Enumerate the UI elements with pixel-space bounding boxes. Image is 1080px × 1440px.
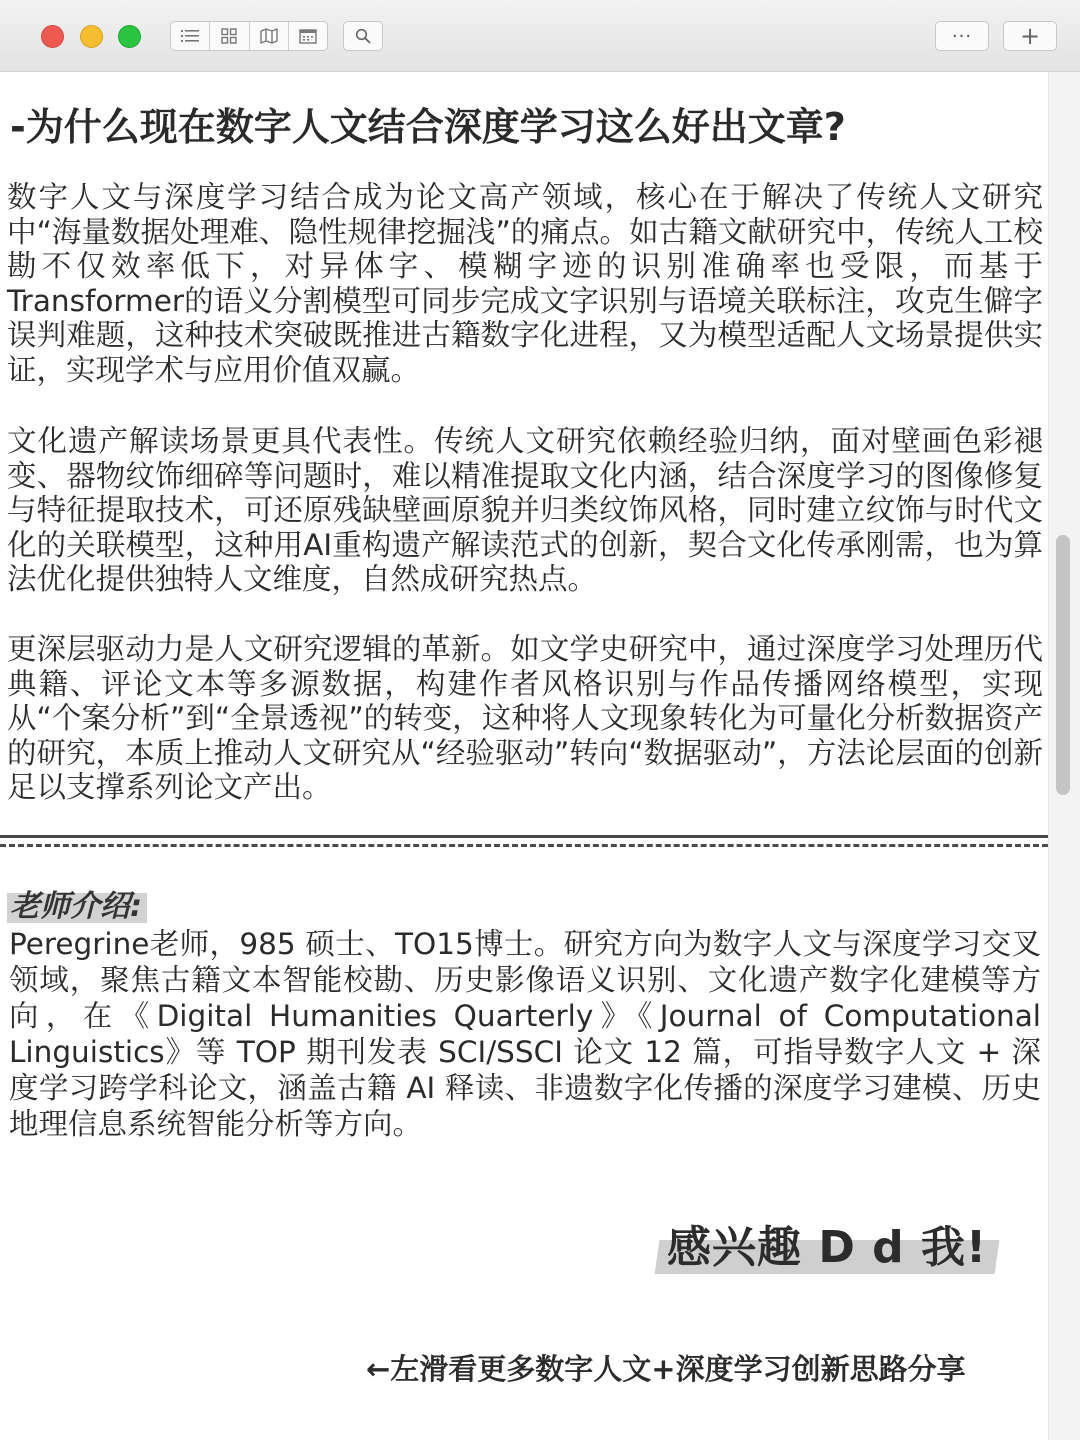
article-paragraph: 文化遗产解读场景更具代表性。传统人文研究依赖经验归纳，面对壁画色彩褪变、器物纹饰细碎等问题时，难以精准提取文化内涵，结合深度学习的图像修复与特征提取技术，可还原残缺壁画原貌并归类纹饰风格，同时建立纹饰与时代文化的关联模型，这种用AI重构遗产解读范式的创新，契合文化传承刚需，也为算法优化提供独特人文维度，自然成研究热点。 — [7, 424, 1043, 597]
contact-callout-text: 感兴趣 D d 我! — [667, 1222, 988, 1273]
calendar-icon — [299, 28, 317, 44]
minimize-window-button[interactable] — [80, 25, 103, 48]
teacher-intro-heading — [7, 887, 147, 927]
list-view-icon — [181, 29, 199, 43]
more-options-button[interactable]: ··· — [935, 21, 989, 51]
map-view-button[interactable] — [250, 22, 289, 50]
article-title: -为什么现在数字人文结合深度学习这么好出文章? — [10, 105, 846, 149]
teacher-intro-label: 老师介绍: — [10, 889, 142, 924]
scrollbar-thumb[interactable] — [1056, 535, 1070, 795]
calendar-view-button[interactable] — [289, 22, 327, 50]
zoom-window-button[interactable] — [118, 25, 141, 48]
teacher-bio: Peregrine老师，985 硕士、TO15博士。研究方向为数字人文与深度学习交叉领域，聚焦古籍文本智能校勘、历史影像语义识别、文化遗产数字化建模等方向，在《Digital Humanities Quarterly》《Journal of Computational Linguistics》等 TOP 期刊发表 SCI/SSCI 论文 12 篇，可指导数字人文 + 深度学习跨学科论文，涵盖古籍 AI 释读、非遗数字化传播的深度学习建模、历史地理信息系统智能分析等方向。 — [9, 927, 1041, 1141]
section-divider-dashed — [0, 844, 1048, 847]
article-paragraph: 更深层驱动力是人文研究逻辑的革新。如文学史研究中，通过深度学习处理历代典籍、评论文本等多源数据，构建作者风格识别与作品传播网络模型，实现从“个案分析”到“全景透视”的转变，这种将人文现象转化为可量化分析数据资产的研究，本质上推动人文研究从“经验驱动”转向“数据驱动”，方法论层面的创新足以支撑系列论文产出。 — [7, 632, 1043, 805]
grid-view-button[interactable] — [210, 22, 249, 50]
grid-view-icon — [221, 28, 237, 44]
contact-callout — [655, 1216, 1005, 1282]
list-view-button[interactable] — [171, 22, 210, 50]
section-divider-solid — [0, 835, 1048, 838]
close-window-button[interactable] — [41, 25, 64, 48]
swipe-hint: ←左滑看更多数字人文+深度学习创新思路分享 — [366, 1352, 966, 1386]
window-toolbar — [0, 0, 1080, 72]
view-switcher — [170, 21, 328, 51]
map-icon — [260, 28, 278, 44]
add-button[interactable]: + — [1003, 21, 1057, 51]
search-icon — [355, 28, 371, 44]
search-button[interactable] — [343, 21, 383, 51]
article-paragraph: 数字人文与深度学习结合成为论文高产领域，核心在于解决了传统人文研究中“海量数据处理难、隐性规律挖掘浅”的痛点。如古籍文献研究中，传统人工校勘不仅效率低下，对异体字、模糊字迹的识别准确率也受限，而基于Transformer的语义分割模型可同步完成文字识别与语境关联标注，攻克生僻字误判难题，这种技术突破既推进古籍数字化进程，又为模型适配人文场景提供实证，实现学术与应用价值双赢。 — [7, 180, 1043, 387]
